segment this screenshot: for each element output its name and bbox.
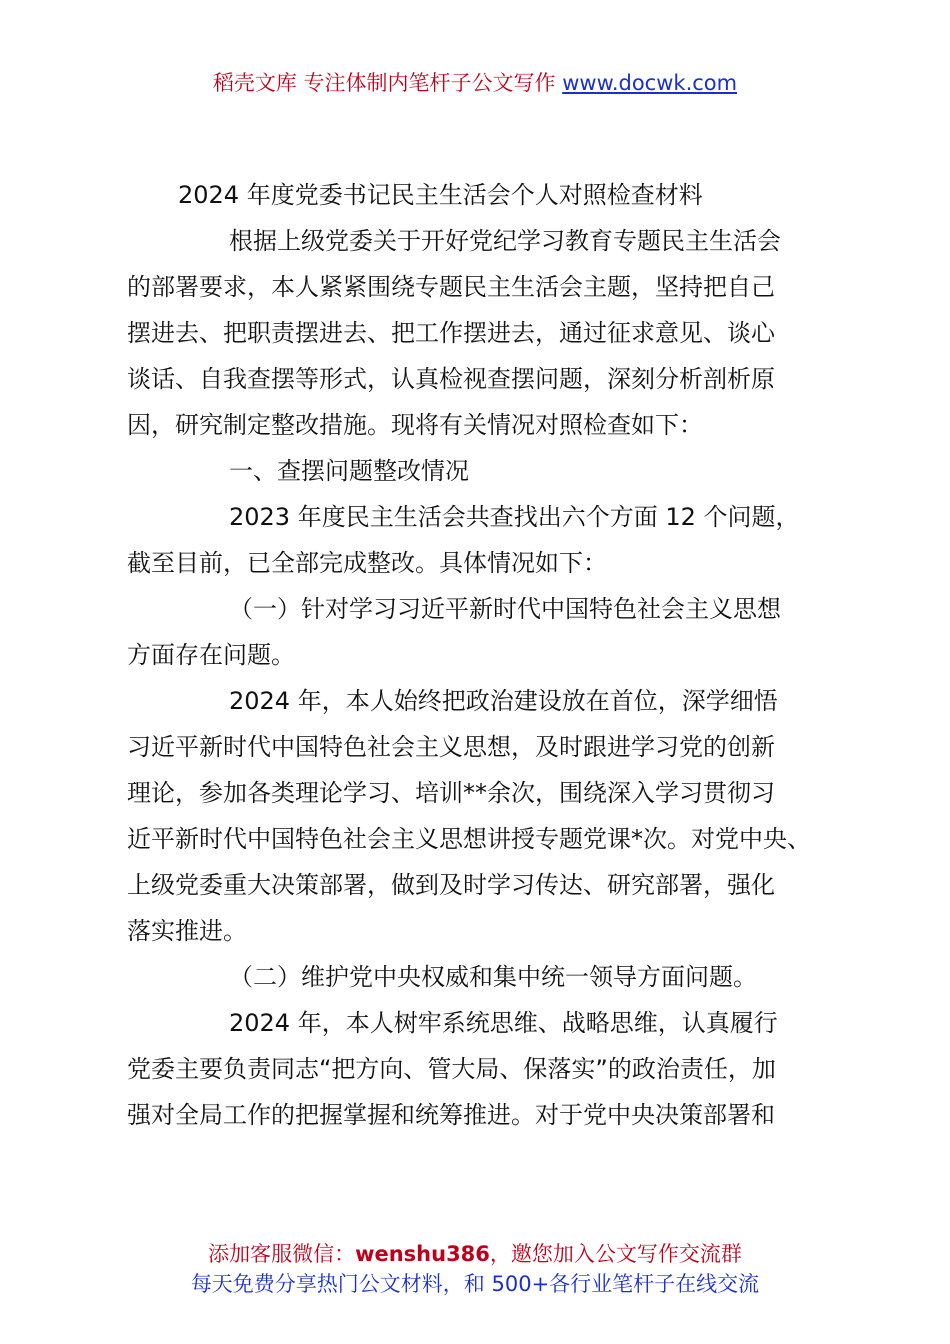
page-header xyxy=(0,68,950,98)
paragraph-line: 2024 年，本人树牢系统思维、战略思维，认真履行 xyxy=(229,1009,778,1037)
paragraph-line: 截至目前，已全部完成整改。具体情况如下： xyxy=(127,549,607,577)
paragraph-line: 因，研究制定整改措施。现将有关情况对照检查如下： xyxy=(127,411,703,439)
footer-wechat-suffix: ，邀您加入公文写作交流群 xyxy=(489,1242,742,1266)
footer-wechat-prefix: 添加客服微信： xyxy=(208,1242,356,1266)
subsection-heading: （二）维护党中央权威和集中统一领导方面问题。 xyxy=(229,963,757,991)
footer-share-line: 每天免费分享热门公文材料，和 500+各行业笔杆子在线交流 xyxy=(190,1272,760,1296)
paragraph-line: 方面存在问题。 xyxy=(127,641,295,669)
footer-wechat-line xyxy=(0,1240,950,1268)
paragraph-line: 党委主要负责同志“把方向、管大局、保落实”的政治责任，加 xyxy=(127,1055,776,1083)
paragraph-line: 2024 年，本人始终把政治建设放在首位，深学细悟 xyxy=(229,687,778,715)
paragraph-line: 摆进去、把职责摆进去、把工作摆进去，通过征求意见、谈心 xyxy=(127,319,775,347)
paragraph-line: 近平新时代中国特色社会主义思想讲授专题党课*次。对党中央、 xyxy=(127,825,811,853)
header-brand-text: 稻壳文库 专注体制内笔杆子公文写作 xyxy=(212,71,563,95)
paragraph-line: 强对全局工作的把握掌握和统筹推进。对于党中央决策部署和 xyxy=(127,1101,775,1129)
paragraph-line: 理论，参加各类理论学习、培训**余次，围绕深入学习贯彻习 xyxy=(127,779,775,807)
paragraph-line: 落实推进。 xyxy=(127,917,247,945)
paragraph-line: 习近平新时代中国特色社会主义思想，及时跟进学习党的创新 xyxy=(127,733,775,761)
section-heading: 一、查摆问题整改情况 xyxy=(229,457,469,485)
paragraph-line: 上级党委重大决策部署，做到及时学习传达、研究部署，强化 xyxy=(127,871,775,899)
document-body xyxy=(127,177,837,1143)
document-title: 2024 年度党委书记民主生活会个人对照检查材料 xyxy=(178,181,703,209)
footer-wechat-id: wenshu386 xyxy=(355,1242,490,1266)
paragraph-line: 谈话、自我查摆等形式，认真检视查摆问题，深刻分析剖析原 xyxy=(127,365,775,393)
paragraph-line: 的部署要求，本人紧紧围绕专题民主生活会主题，坚持把自己 xyxy=(127,273,775,301)
paragraph-line: 2023 年度民主生活会共查找出六个方面 12 个问题， xyxy=(229,503,800,531)
subsection-heading: （一）针对学习习近平新时代中国特色社会主义思想 xyxy=(229,595,781,623)
paragraph-line: 根据上级党委关于开好党纪学习教育专题民主生活会 xyxy=(229,227,781,255)
header-url-link[interactable]: www.docwk.com xyxy=(562,71,738,95)
